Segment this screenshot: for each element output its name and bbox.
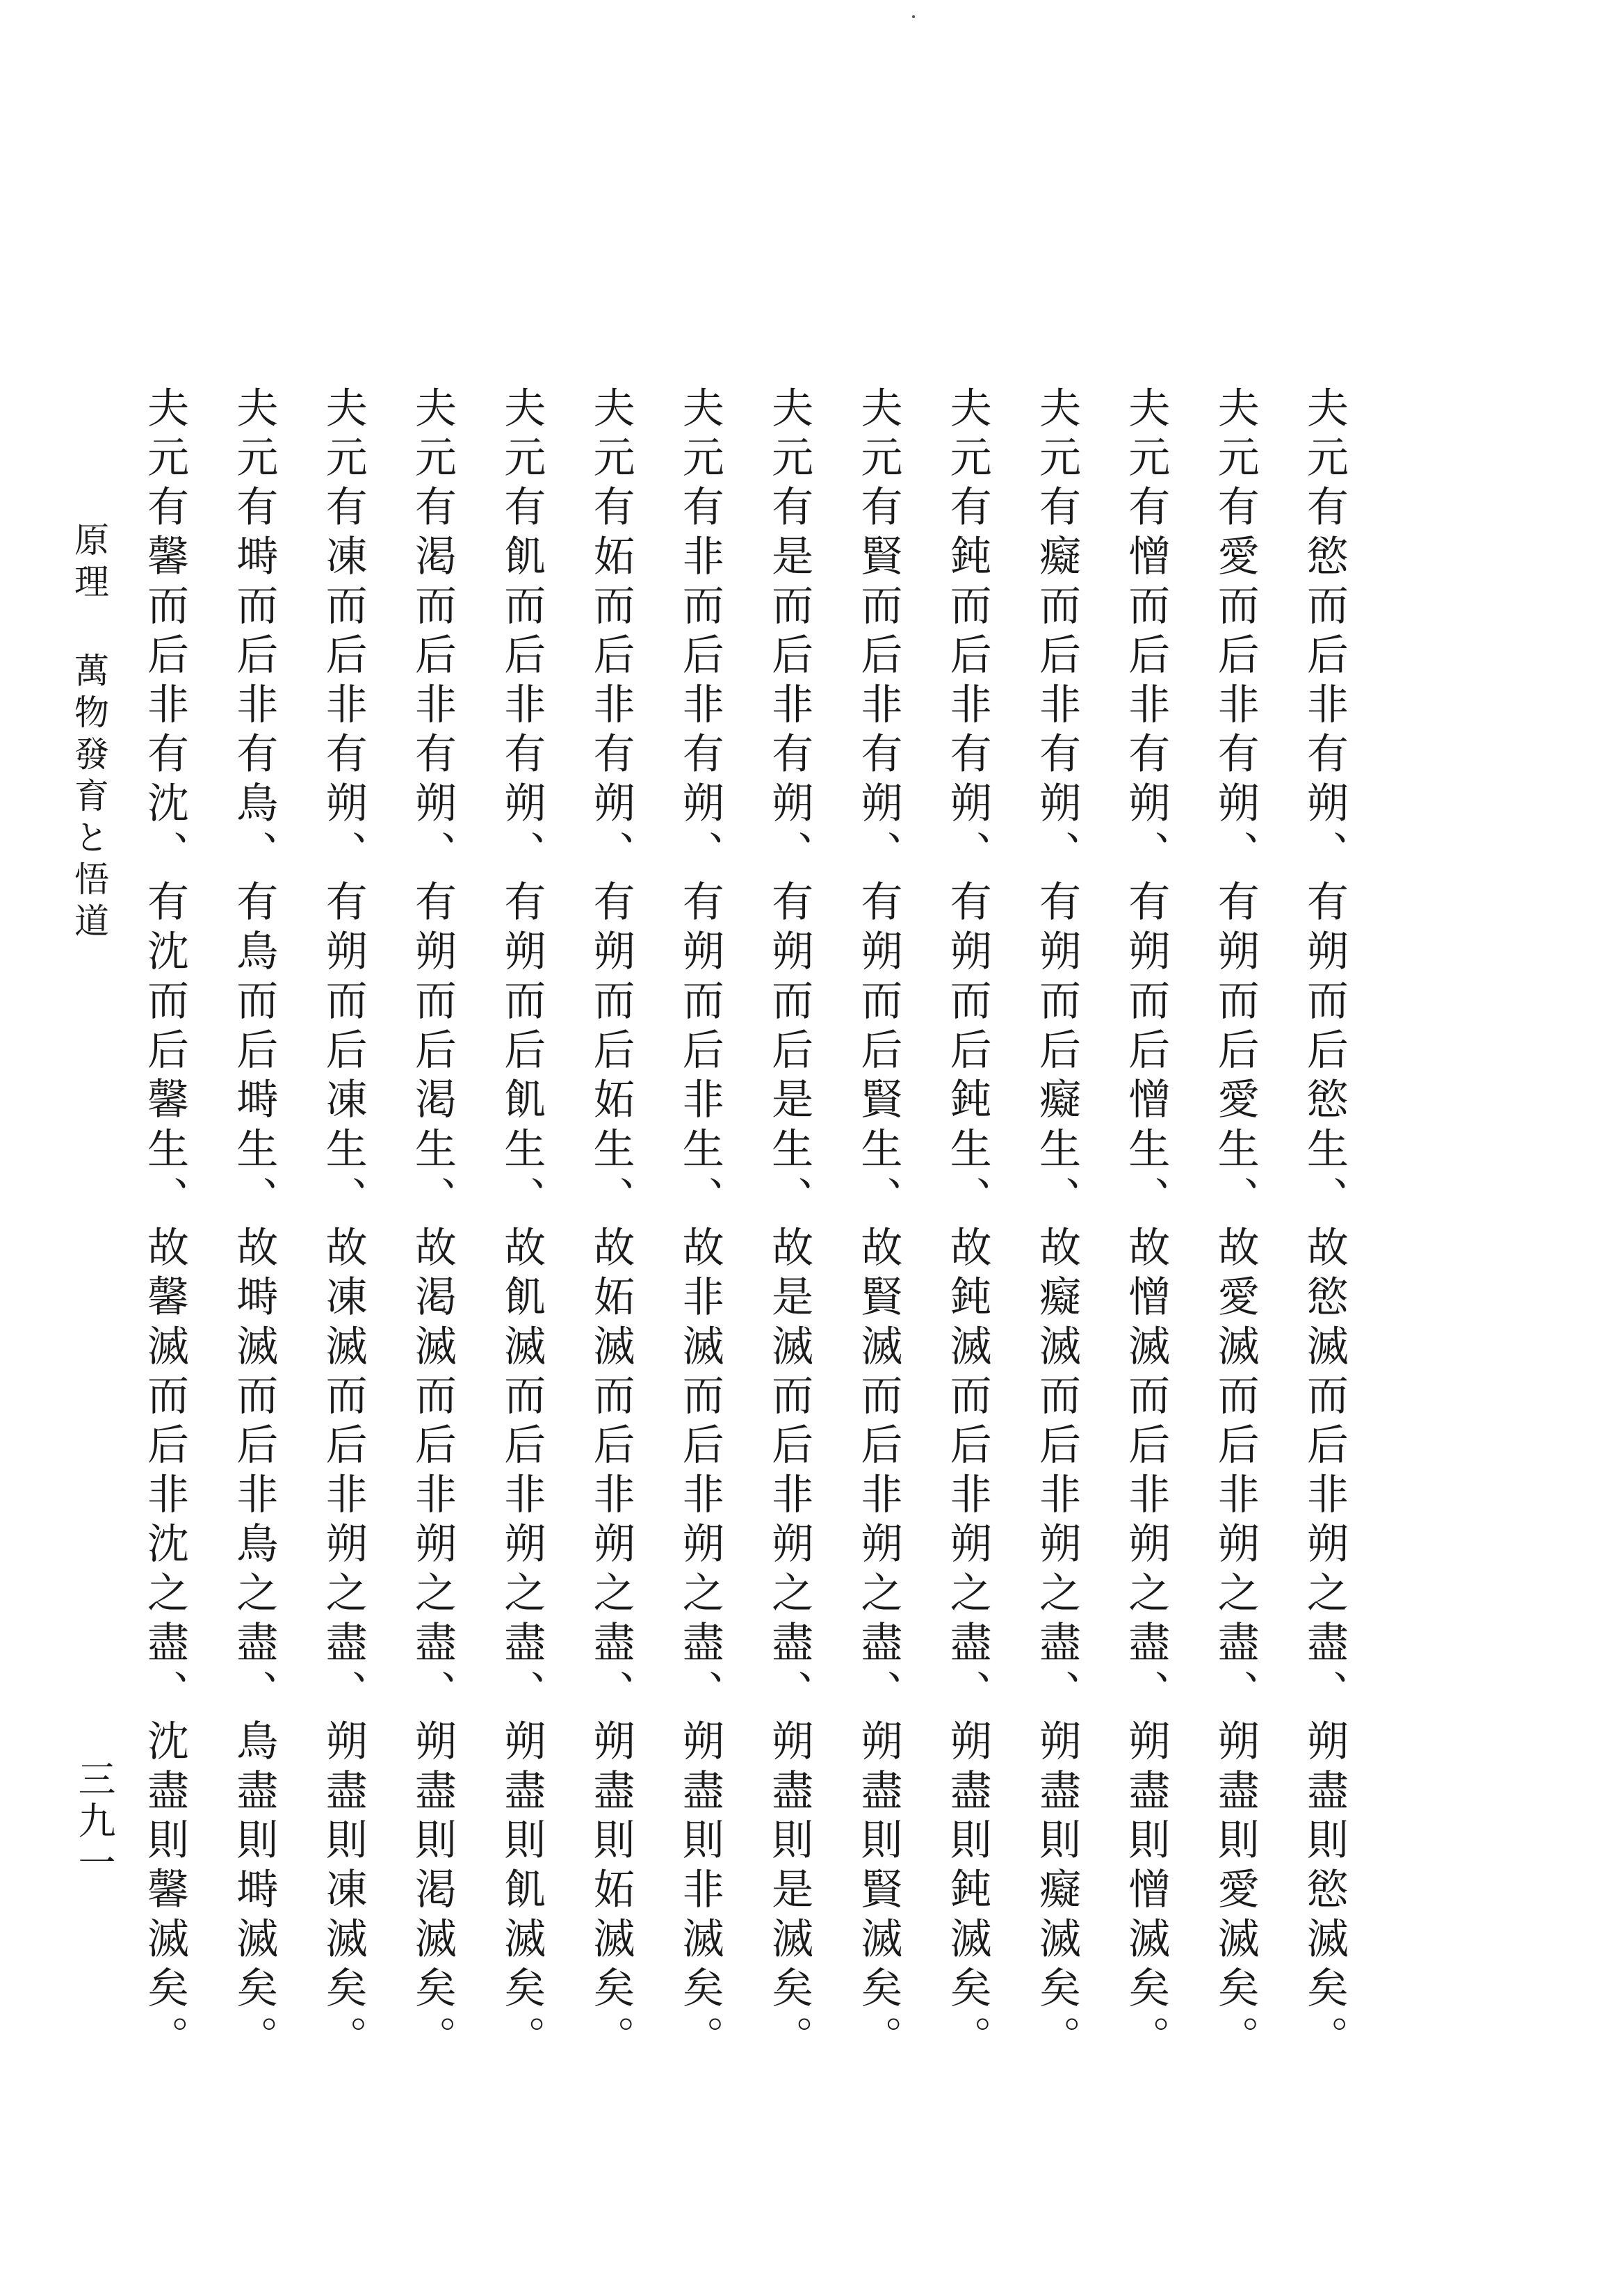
text-column: 夫元有飢而后非有朔、有朔而后飢生、故飢滅而后非朔之盡、朔盡則飢滅矣。 bbox=[497, 386, 546, 2065]
main-text-block bbox=[136, 386, 1349, 2065]
text-column: 夫元有渇而后非有朔、有朔而后渇生、故渇滅而后非朔之盡、朔盡則渇滅矣。 bbox=[407, 386, 457, 2065]
text-column: 夫元有妬而后非有朔、有朔而后妬生、故妬滅而后非朔之盡、朔盡則妬滅矣。 bbox=[586, 386, 635, 2065]
text-column: 夫元有是而后非有朔、有朔而后是生、故是滅而后非朔之盡、朔盡則是滅矣。 bbox=[765, 386, 814, 2065]
text-column: 夫元有憎而后非有朔、有朔而后憎生、故憎滅而后非朔之盡、朔盡則憎滅矣。 bbox=[1121, 386, 1171, 2065]
text-column: 夫元有賢而后非有朔、有朔而后賢生、故賢滅而后非朔之盡、朔盡則賢滅矣。 bbox=[854, 386, 903, 2065]
text-column: 夫元有非而后非有朔、有朔而后非生、故非滅而后非朔之盡、朔盡則非滅矣。 bbox=[675, 386, 724, 2065]
text-column: 夫元有愛而后非有朔、有朔而后愛生、故愛滅而后非朔之盡、朔盡則愛滅矣。 bbox=[1210, 386, 1260, 2065]
text-column: 夫元有慾而后非有朔、有朔而后慾生、故慾滅而后非朔之盡、朔盡則慾滅矣。 bbox=[1299, 386, 1349, 2065]
text-column: 夫元有馨而后非有沈、有沈而后馨生、故馨滅而后非沈之盡、沈盡則馨滅矣。 bbox=[140, 386, 189, 2065]
ink-speck bbox=[912, 15, 915, 18]
text-column: 夫元有凍而后非有朔、有朔而后凍生、故凍滅而后非朔之盡、朔盡則凍滅矣。 bbox=[318, 386, 368, 2065]
page-number: 三九一 bbox=[72, 1759, 116, 1885]
text-column: 夫元有塒而后非有鳥、有鳥而后塒生、故塒滅而后非鳥之盡、鳥盡則塒滅矣。 bbox=[229, 386, 279, 2065]
running-head: 原理 萬物發育と悟道 bbox=[69, 522, 109, 944]
text-column: 夫元有鈍而后非有朔、有朔而后鈍生、故鈍滅而后非朔之盡、朔盡則鈍滅矣。 bbox=[943, 386, 992, 2065]
text-column: 夫元有癡而后非有朔、有朔而后癡生、故癡滅而后非朔之盡、朔盡則癡滅矣。 bbox=[1032, 386, 1081, 2065]
